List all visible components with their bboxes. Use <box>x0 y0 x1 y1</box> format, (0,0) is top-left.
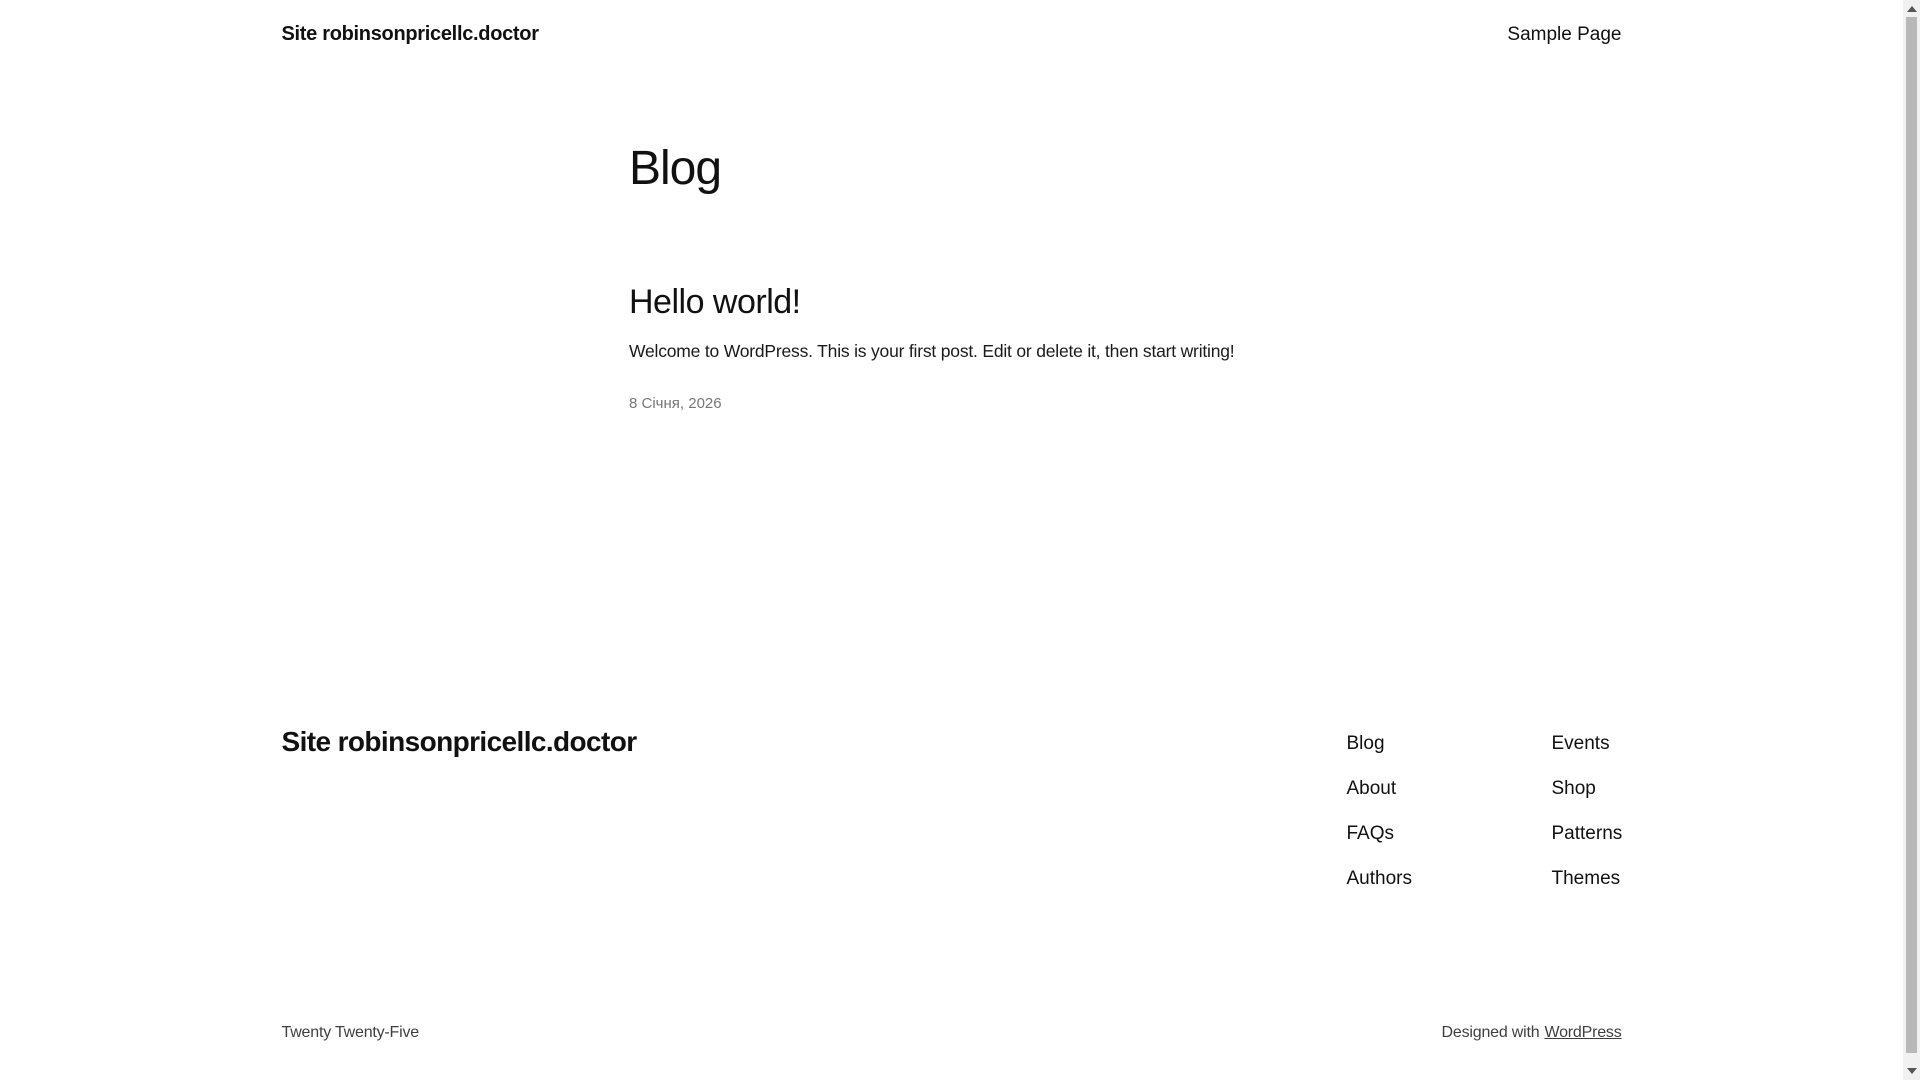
scrollbar[interactable] <box>1903 0 1920 1080</box>
designed-with <box>1442 1021 1622 1045</box>
post-title-link[interactable]: Hello world! <box>629 282 801 321</box>
post-date: 8 Січня, 2026 <box>629 394 722 412</box>
scrollbar-up-icon[interactable] <box>1907 6 1917 12</box>
list-item <box>1347 865 1552 894</box>
header-nav <box>1507 21 1621 48</box>
site-header <box>0 0 1903 48</box>
main-content <box>0 140 1903 415</box>
designed-with-text: Designed with <box>1441 1024 1540 1042</box>
post-excerpt: Welcome to WordPress. This is your first post. Edit or delete it, then start writing! <box>629 341 1235 362</box>
footer-link-faqs[interactable]: FAQs <box>1346 823 1395 845</box>
header-site-title-link[interactable]: Site robinsonpricellc.doctor <box>281 23 539 45</box>
footer-site-title-link[interactable]: Site robinsonpricellc.doctor <box>281 726 637 758</box>
list-item <box>1347 820 1552 849</box>
list-item <box>1552 865 1622 894</box>
site-footer <box>0 725 1903 1045</box>
list-item <box>1347 730 1552 759</box>
footer-link-themes[interactable]: Themes <box>1551 868 1621 890</box>
list-item <box>1552 820 1622 849</box>
footer-link-authors[interactable]: Authors <box>1346 868 1412 890</box>
footer-nav <box>1347 725 1622 894</box>
list-item <box>1347 775 1552 804</box>
footer-nav-column-2 <box>1552 730 1622 894</box>
footer-link-about[interactable]: About <box>1346 778 1397 800</box>
wordpress-link[interactable]: WordPress <box>1544 1024 1622 1042</box>
list-item <box>1552 730 1622 759</box>
page-title: Blog <box>629 142 722 195</box>
scrollbar-thumb[interactable] <box>1906 17 1917 1053</box>
theme-name: Twenty Twenty-Five <box>281 1024 419 1042</box>
nav-sample-page-link[interactable]: Sample Page <box>1507 24 1622 45</box>
list-item <box>1552 775 1622 804</box>
footer-link-shop[interactable]: Shop <box>1551 778 1596 800</box>
footer-nav-column-1 <box>1347 730 1552 894</box>
post-title <box>629 282 1274 323</box>
footer-link-patterns[interactable]: Patterns <box>1551 823 1623 845</box>
scrollbar-down-icon[interactable] <box>1907 1068 1917 1074</box>
footer-link-events[interactable]: Events <box>1551 733 1610 755</box>
post <box>629 282 1274 416</box>
footer-link-blog[interactable]: Blog <box>1346 733 1385 755</box>
